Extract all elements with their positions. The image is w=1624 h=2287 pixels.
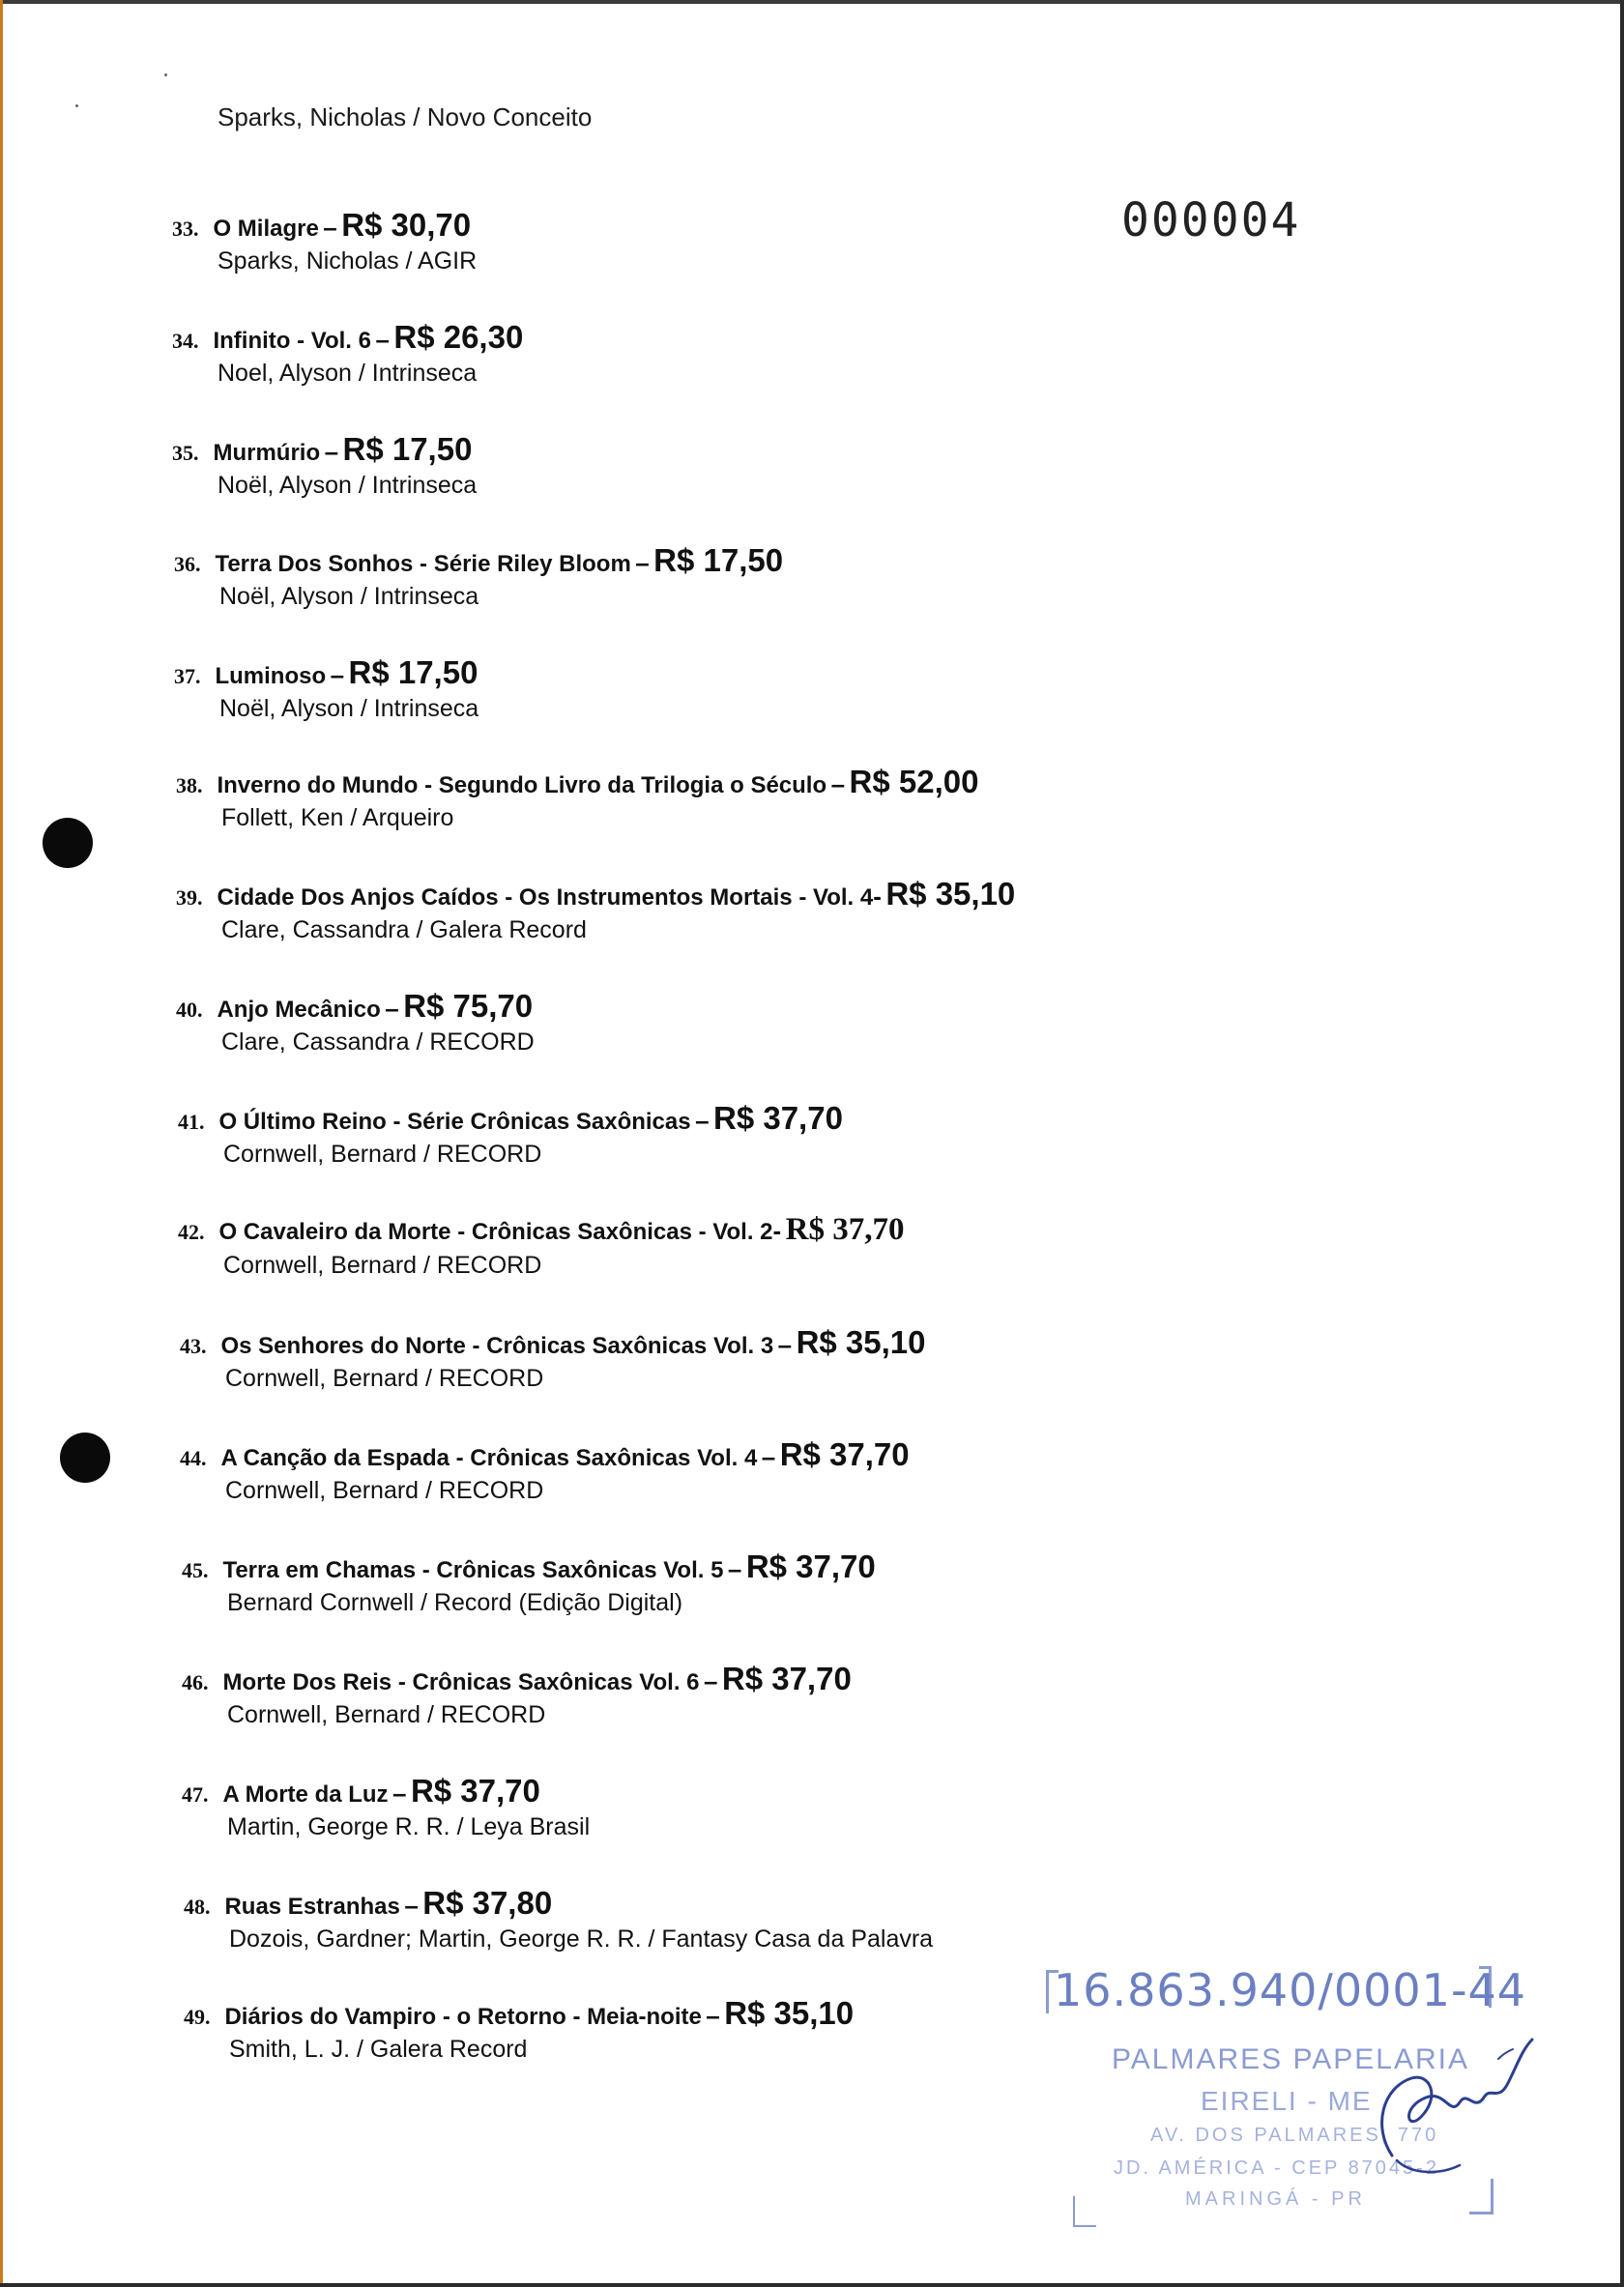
book-title: O Último Reino - Série Crônicas Saxônicas	[218, 1109, 691, 1135]
book-price: R$ 37,70	[745, 1549, 876, 1584]
scan-edge-right	[1620, 0, 1624, 2287]
continued-author-line: Sparks, Nicholas / Novo Conceito	[218, 102, 593, 131]
book-entry	[182, 1549, 876, 1617]
book-title: Cidade Dos Anjos Caídos - Os Instrumentos Mortais - Vol. 4	[217, 884, 874, 911]
book-title: Morte Dos Reis - Crônicas Saxônicas Vol. 6	[222, 1669, 700, 1695]
entry-number: 44.	[180, 1446, 207, 1470]
book-title: A Canção da Espada - Crônicas Saxônicas Vol. 4	[220, 1445, 758, 1471]
book-entry	[176, 764, 978, 832]
book-price: R$ 35,10	[796, 1324, 926, 1360]
page-number-stamp: 000004	[1121, 193, 1301, 247]
punch-hole	[60, 1433, 110, 1483]
entry-number: 33.	[172, 217, 199, 241]
book-price: R$ 37,70	[410, 1773, 540, 1809]
book-title: O Milagre	[213, 216, 319, 242]
book-price: R$ 30,70	[341, 207, 472, 243]
entry-number: 48.	[184, 1895, 211, 1919]
entry-number: 42.	[178, 1220, 205, 1244]
book-author-publisher: Clare, Cassandra / Galera Record	[221, 916, 587, 943]
book-entry	[172, 319, 523, 388]
entry-number: 46.	[182, 1670, 209, 1694]
entry-number: 43.	[180, 1334, 207, 1358]
book-title: Anjo Mecânico	[217, 997, 381, 1023]
book-author-publisher: Martin, George R. R. / Leya Brasil	[227, 1813, 591, 1840]
entry-number: 49.	[184, 2005, 211, 2029]
book-author-publisher: Clare, Cassandra / RECORD	[221, 1028, 535, 1056]
book-entry	[172, 431, 477, 500]
book-title: Luminoso	[215, 663, 327, 689]
book-entry	[180, 1324, 926, 1393]
book-price: R$ 26,30	[393, 319, 524, 355]
scan-speck	[164, 73, 167, 76]
separator: –	[392, 1779, 407, 1808]
entry-number: 38.	[176, 773, 203, 797]
separator: –	[777, 1330, 793, 1359]
book-title: Terra em Chamas - Crônicas Saxônicas Vol. 5	[222, 1557, 724, 1583]
stamp-company-type: EIRELI - ME	[1201, 2086, 1373, 2116]
stamp-bracket	[1073, 2196, 1096, 2227]
separator: –	[385, 994, 399, 1023]
separator: -	[772, 1216, 782, 1245]
book-title: A Morte da Luz	[222, 1781, 389, 1808]
book-title: Murmúrio	[213, 440, 321, 466]
book-author-publisher: Cornwell, Bernard / RECORD	[225, 1477, 544, 1504]
separator: –	[706, 2001, 720, 2030]
book-price: R$ 52,00	[849, 764, 979, 799]
punch-hole	[43, 818, 93, 868]
book-title: O Cavaleiro da Morte - Crônicas Saxônicas - Vol. 2	[218, 1219, 773, 1245]
stamp-city: MARINGÁ - PR	[1185, 2188, 1366, 2210]
separator: -	[873, 882, 882, 911]
book-author-publisher: Noël, Alyson / Intrinseca	[218, 472, 478, 499]
book-entry	[176, 988, 535, 1057]
book-entry	[184, 1995, 854, 2064]
separator: –	[727, 1554, 742, 1583]
separator: –	[323, 213, 337, 242]
book-entry	[172, 207, 477, 275]
separator: –	[635, 548, 650, 577]
book-entry	[180, 1436, 910, 1505]
book-title: Inverno do Mundo - Segundo Livro da Trilogia o Século	[217, 772, 827, 798]
book-author-publisher: Cornwell, Bernard / RECORD	[225, 1365, 544, 1392]
book-author-publisher: Follett, Ken / Arqueiro	[221, 804, 454, 831]
book-entry	[184, 1885, 933, 1954]
book-author-publisher: Smith, L. J. / Galera Record	[229, 2036, 528, 2063]
entry-number: 35.	[172, 441, 199, 465]
book-price: R$ 37,70	[721, 1661, 852, 1696]
book-entry	[174, 654, 478, 723]
book-title: Os Senhores do Norte - Crônicas Saxônicas Vol. 3	[220, 1333, 774, 1359]
entry-number: 36.	[174, 552, 201, 576]
book-author-publisher: Noël, Alyson / Intrinseca	[219, 695, 479, 722]
book-author-publisher: Cornwell, Bernard / RECORD	[223, 1141, 542, 1168]
separator: –	[830, 769, 846, 798]
handwritten-signature	[1353, 2030, 1547, 2204]
separator: –	[695, 1106, 710, 1135]
book-entry	[182, 1773, 590, 1841]
book-price: R$ 35,10	[724, 1995, 855, 2031]
entry-number: 40.	[176, 998, 203, 1022]
book-entry	[174, 542, 783, 611]
stamp-cnpj: 16.863.940/0001-44	[1054, 1964, 1527, 2016]
separator: –	[703, 1666, 718, 1695]
entry-number: 41.	[178, 1110, 205, 1134]
scan-speck	[75, 104, 78, 107]
book-price: R$ 37,70	[779, 1436, 910, 1472]
book-author-publisher: Bernard Cornwell / Record (Edição Digital)	[227, 1589, 683, 1616]
separator: –	[375, 325, 390, 354]
book-price: R$ 17,50	[342, 431, 473, 467]
book-price: R$ 37,80	[422, 1885, 553, 1921]
scan-edge-bottom	[0, 2283, 1624, 2287]
separator: –	[324, 437, 339, 466]
book-author-publisher: Noel, Alyson / Intrinseca	[218, 360, 478, 387]
separator: –	[761, 1442, 776, 1471]
book-entry	[176, 876, 1015, 944]
entry-number: 39.	[176, 885, 203, 910]
entry-number: 47.	[182, 1782, 209, 1807]
entry-number: 45.	[182, 1558, 209, 1582]
book-author-publisher: Dozois, Gardner; Martin, George R. R. / Fantasy Casa da Palavra	[229, 1925, 934, 1953]
book-title: Ruas Estranhas	[224, 1894, 400, 1920]
book-author-publisher: Noël, Alyson / Intrinseca	[219, 583, 479, 610]
book-price: R$ 17,50	[653, 542, 784, 578]
book-title: Diários do Vampiro - o Retorno - Meia-noite	[224, 2004, 702, 2030]
separator: –	[330, 660, 345, 689]
book-price: R$ 75,70	[403, 988, 534, 1024]
book-title: Terra Dos Sonhos - Série Riley Bloom	[215, 551, 631, 577]
book-entry	[178, 1100, 843, 1169]
book-author-publisher: Sparks, Nicholas / AGIR	[218, 247, 478, 275]
book-title: Infinito - Vol. 6	[213, 328, 371, 354]
book-price: R$ 35,10	[885, 876, 1016, 912]
entry-number: 37.	[174, 664, 201, 688]
stamp-address-district: JD. AMÉRICA - CEP 87045-2	[1114, 2157, 1439, 2179]
scan-edge-top	[0, 0, 1624, 4]
book-author-publisher: Cornwell, Bernard / RECORD	[227, 1701, 546, 1728]
book-author-publisher: Cornwell, Bernard / RECORD	[223, 1252, 542, 1279]
book-entry	[178, 1212, 905, 1280]
stamp-company-name: PALMARES PAPELARIA	[1112, 2043, 1470, 2075]
entry-number: 34.	[172, 329, 199, 353]
book-entry	[182, 1661, 852, 1729]
stamp-address: AV. DOS PALMARES, 770	[1150, 2125, 1439, 2146]
book-price: R$ 37,70	[785, 1212, 905, 1247]
book-price: R$ 37,70	[712, 1100, 843, 1136]
separator: –	[404, 1891, 419, 1920]
book-price: R$ 17,50	[348, 654, 478, 690]
scan-edge-left	[0, 0, 3, 2287]
